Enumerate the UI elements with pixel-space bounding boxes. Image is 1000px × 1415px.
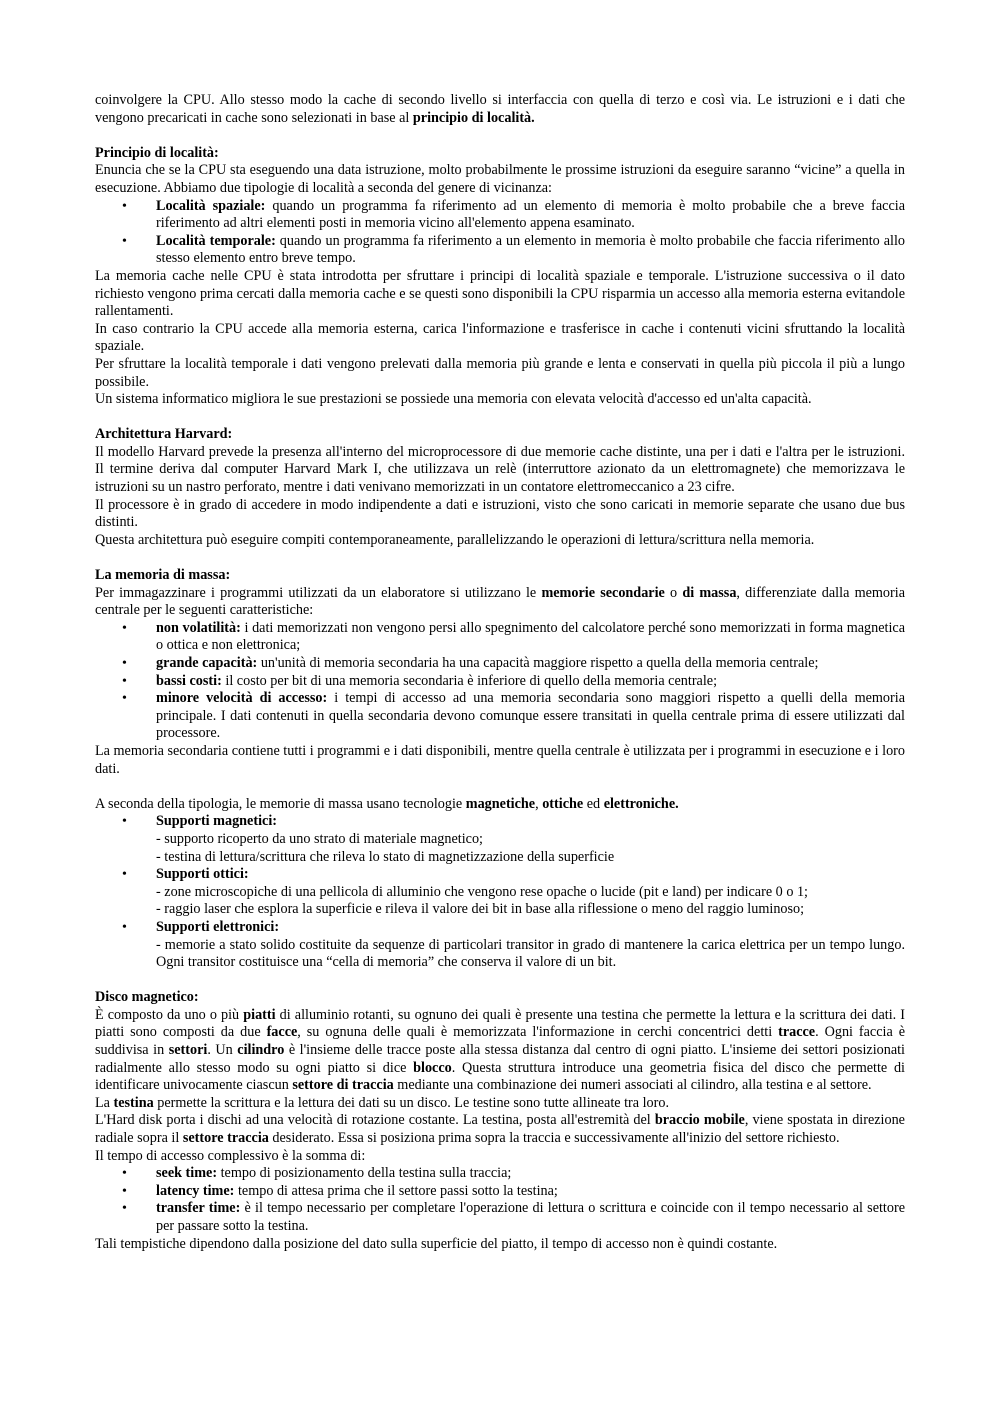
bullet-icon: • [122, 233, 127, 249]
text-run: . Un [207, 1042, 238, 1059]
bullet-icon: • [122, 656, 127, 671]
text-run: è l'insieme delle tracce poste alla stessa distanza dal centro di ogni piatto. L'insieme dei settori posizionati radialmente allo stesso modo su ogni piatto si dice [95, 1042, 905, 1076]
paragraph: Un sistema informatico migliora le sue prestazioni se possiede una memoria con elevata velocità d'accesso ed un'alta capacità. [95, 391, 812, 408]
text-run: permette la scrittura e la lettura dei dati su un disco. Le testine sono tutte allineate tra loro. [153, 1094, 670, 1111]
text-run: desiderato. Essa si posiziona prima sopra la traccia e successivamente all'inizio del settore richiesto. [268, 1130, 840, 1147]
sub-line: - zone microscopiche di una pellicola di alluminio che vengono rese opache o lucide (pit e land) per indicare 0 o 1; [156, 883, 808, 900]
list-item: • Località spaziale: quando un programma fa riferimento ad un elemento di memoria è molto probabile che a breve faccia riferimento ad altri elementi posti in memoria vicino all'elemento appena esaminato. [122, 197, 905, 232]
bullet-list-localita [95, 198, 905, 268]
list-item: • transfer time: è il tempo necessario per completare l'operazione di lettura o scrittura e coincide con il tempo necessario al settore per passare sotto la testina. [122, 1200, 905, 1234]
paragraph: Il processore è in grado di accedere in modo indipendente a dati e istruzioni, visto che sono caricati in memorie separate che usano due bus distinti. [95, 496, 905, 531]
bullet-icon: • [122, 691, 127, 707]
emphasis: facce [266, 1024, 298, 1041]
bullet-icon: • [122, 1166, 127, 1182]
paragraph: Tali tempistiche dipendono dalla posizione del dato sulla superficie del piatto, il tempo di accesso non è quindi costante. [95, 1235, 778, 1252]
intro-paragraph: coinvolgere la CPU. Allo stesso modo la cache di secondo livello si interfaccia con quella di terzo e così via. Le istruzioni e i dati che vengono precaricati in cache sono selezionati in base al principio di località. [95, 92, 905, 126]
list-item: • minore velocità di accesso: i tempi di accesso ad una memoria secondaria sono maggiori rispetto a quelli della memoria principale. I dati contenuti in quella secondaria devono comunque essere transitati in quella centrale prima di essere utilizzati dal processore. [122, 690, 905, 742]
bullet-icon: • [122, 919, 127, 935]
bullet-icon: • [122, 867, 127, 883]
paragraph: Il modello Harvard prevede la presenza all'interno del microprocessore di due memorie cache distinte, una per i dati e l'altra per le istruzioni. Il termine deriva dal computer Harvard Mark I, che utilizzava un relè (interruttore azionato da un elettromagnete) che memorizzava le istruzioni su un nastro perforato, mentre i dati venivano memorizzati in un contatore elettromeccanico a 23 cifre. [95, 443, 905, 496]
list-item: • Supporti ottici: - zone microscopiche di una pellicola di alluminio che vengono rese opache o lucide (pit e land) per indicare 0 o 1; - raggio laser che esplora la superficie e rileva il valore dei bit in base alla riflessione o meno del raggio luminoso; [95, 866, 905, 919]
paragraph: Enuncia che se la CPU sta eseguendo una data istruzione, molto probabilmente le prossime istruzioni da eseguire saranno “vicine” a quella in esecuzione. Abbiamo due tipologie di località a seconda del genere di vicinanza: [95, 162, 905, 196]
bullet-icon: • [122, 620, 127, 636]
emphasis: settore traccia [182, 1130, 269, 1147]
list-item: • bassi costi: il costo per bit di una memoria secondaria è inferiore di quello della memoria centrale; [122, 672, 718, 689]
sub-line: - memorie a stato solido costituite da sequenze di particolari transitor in grado di mantenere la carica elettrica per un tempo lungo. Ogni transitor costituisce una “cella di memoria” che conserva il valore di un bit. [156, 936, 905, 971]
list-item: • Supporti elettronici: - memorie a stato solido costituite da sequenze di particolari transitor in grado di mantenere la carica elettrica per un tempo lungo. Ogni transitor costituisce una “cella di memoria” che conserva il valore di un bit. [122, 918, 905, 971]
bullet-icon: • [122, 673, 127, 689]
section-heading-harvard: Architettura Harvard: [95, 426, 233, 443]
list-item: • non volatilità: i dati memorizzati non vengono persi allo spegnimento del calcolatore perché sono memorizzati in forma magnetica o ottica e non elettronica; [122, 619, 905, 654]
paragraph: La memoria secondaria contiene tutti i programmi e i dati disponibili, mentre quella centrale è utilizzata per i programmi in esecuzione e i loro dati. [95, 742, 905, 777]
bullet-list-massa [95, 620, 905, 743]
emphasis: cilindro [237, 1042, 285, 1059]
text-run: L'Hard disk porta i dischi ad una velocità di rotazione costante. La testina, posta all'estremità del [95, 1112, 655, 1129]
sub-line: - supporto ricoperto da uno strato di materiale magnetico; [156, 830, 483, 847]
section-heading-disco: Disco magnetico: [95, 989, 199, 1006]
emphasis: testina [113, 1094, 154, 1111]
bullet-icon: • [122, 814, 127, 830]
document-page [95, 92, 905, 1253]
bullet-list-supporti [95, 813, 905, 971]
list-item: • Località temporale: quando un programma fa riferimento a un elemento in memoria è molto probabile che faccia riferimento allo stesso elemento entro breve tempo. [122, 232, 905, 267]
text-run: mediante una combinazione dei numeri associati al cilindro, alla testina e al settore. [393, 1077, 872, 1094]
list-item: • seek time: tempo di posizionamento della testina sulla traccia; [122, 1165, 512, 1182]
emphasis: settore di traccia [292, 1077, 394, 1094]
paragraph [95, 1112, 905, 1147]
paragraph: Per sfruttare la località temporale i dati vengono prelevati dalla memoria più grande e lenta e conservati in quella più piccola il più a lungo possibile. [95, 355, 905, 390]
list-item: • Supporti magnetici: - supporto ricoperto da uno strato di materiale magnetico; - testina di lettura/scrittura che rileva lo stato di magnetizzazione della superficie [95, 813, 905, 866]
paragraph: La memoria cache nelle CPU è stata introdotta per sfruttare i principi di località spaziale e temporale. L'istruzione successiva o il dato richiesto vengono prima cercati dalla memoria cache e se questi sono disponibili la CPU risparmia un accesso alla memoria esterna evitandole rallentamenti. [95, 267, 905, 320]
paragraph [95, 1007, 905, 1095]
paragraph [95, 1095, 905, 1113]
list-item: • grande capacità: un'unità di memoria secondaria ha una capacità maggiore rispetto a quella della memoria centrale; [122, 655, 819, 671]
paragraph: Il tempo di accesso complessivo è la somma di: [95, 1147, 366, 1164]
sub-line: - testina di lettura/scrittura che rileva lo stato di magnetizzazione della superficie [156, 848, 615, 865]
emphasis: blocco [413, 1059, 452, 1076]
paragraph: A seconda della tipologia, le memorie di massa usano tecnologie magnetiche, ottiche ed elettroniche. [95, 795, 679, 812]
text-run: È composto da uno o più [95, 1006, 244, 1023]
paragraph: Questa architettura può eseguire compiti contemporaneamente, parallelizzando le operazioni di lettura/scrittura nella memoria. [95, 531, 815, 548]
sub-line: - raggio laser che esplora la superficie e rileva il valore dei bit in base alla riflessione o meno del raggio luminoso; [156, 901, 805, 918]
emphasis: tracce [778, 1024, 816, 1041]
emphasis: settori [168, 1042, 208, 1059]
bullet-list-disco [95, 1165, 905, 1235]
bullet-icon: • [122, 198, 127, 214]
text-run: La [95, 1094, 114, 1111]
text-run: . Questa struttura introduce una geometria fisica del disco che permette di identificare univocamente ciascun [95, 1059, 905, 1094]
emphasis: principio di località. [412, 109, 535, 126]
emphasis: braccio mobile [654, 1112, 745, 1129]
emphasis: piatti [243, 1006, 276, 1023]
text-run: . Ogni faccia è suddivisa in [95, 1024, 906, 1059]
section-heading-massa: La memoria di massa: [95, 567, 231, 584]
bullet-icon: • [122, 1183, 127, 1199]
text-run: , viene spostata in direzione radiale sopra il [95, 1112, 905, 1147]
text-run: di alluminio rotanti, su ognuno dei quali è presente una testina che permette la lettura e la scrittura dei dati. I piatti sono composti da due [95, 1006, 906, 1041]
text-run: , su ognuna delle quali è memorizzata l'informazione in cerchi concentrici detti [297, 1024, 779, 1041]
list-item: • latency time: tempo di attesa prima che il settore passi sotto la testina; [122, 1182, 558, 1199]
paragraph: In caso contrario la CPU accede alla memoria esterna, carica l'informazione e trasferisce in cache i contenuti vicini sfruttando la località spaziale. [95, 320, 905, 355]
bullet-icon: • [122, 1201, 127, 1217]
section-heading-localita: Principio di località: [95, 144, 219, 161]
paragraph: Per immagazzinare i programmi utilizzati da un elaboratore si utilizzano le memorie secondarie o di massa, differenziate dalla memoria centrale per le seguenti caratteristiche: [95, 584, 905, 619]
